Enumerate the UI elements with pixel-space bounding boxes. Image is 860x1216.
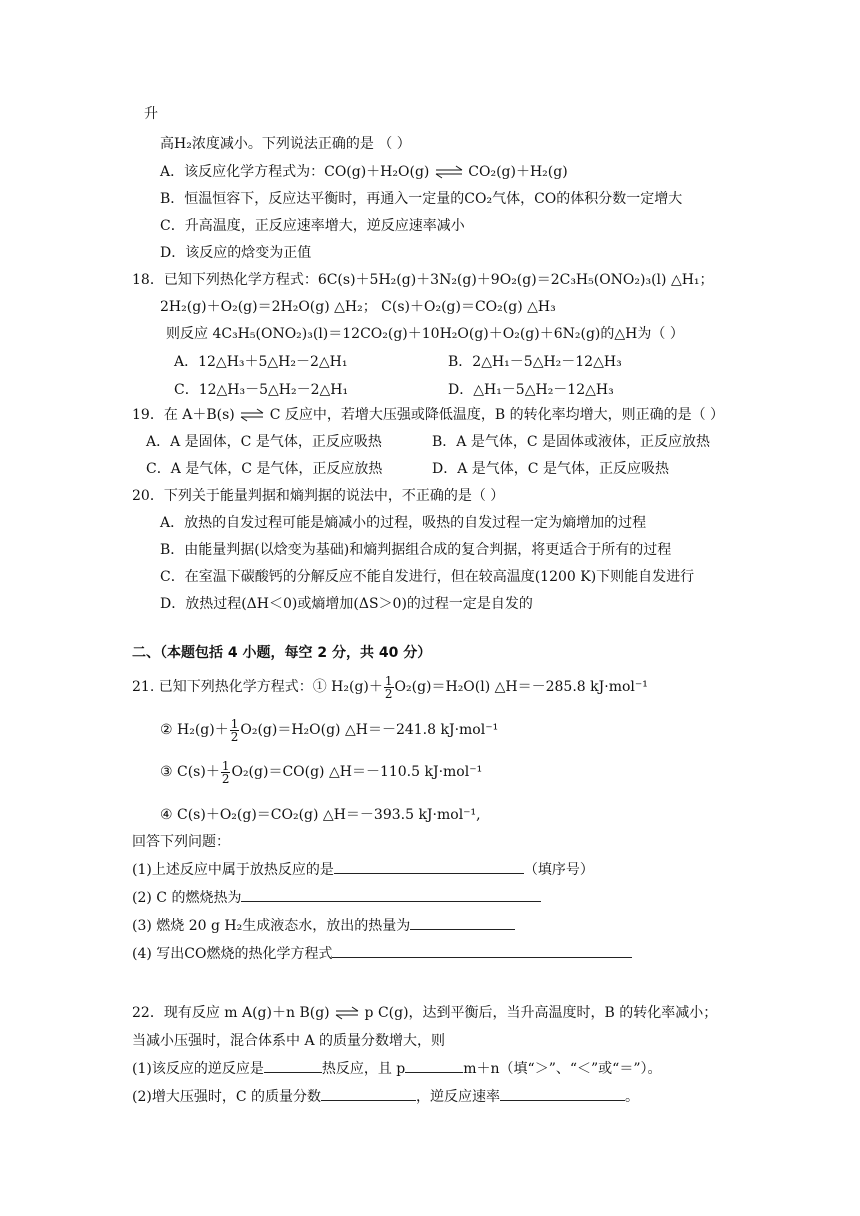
fraction-numerator: 1 — [221, 758, 230, 773]
q22-sub-2 — [132, 1086, 639, 1107]
q20-option-a: A．放热的自发过程可能是熵减小的过程，吸热的自发过程一定为熵增加的过程 — [160, 515, 647, 531]
q21-answer-prompt: 回答下列问题： — [132, 834, 230, 850]
q18-option-c: C．12△H₃－5△H₂－2△H₁ — [174, 382, 349, 398]
reversible-arrow-icon — [334, 1006, 360, 1020]
q19-option-b: B．A 是气体，C 是固体或液体，正反应放热 — [432, 434, 711, 450]
reversible-arrow-icon — [239, 408, 265, 422]
q21-sub-1-tail: （填序号） — [523, 862, 594, 878]
q21-eq3-pre: ③ C(s)＋ — [160, 764, 220, 780]
q19-option-c: C．A 是气体，C 是气体，正反应放热 — [146, 461, 383, 477]
q21-sub-4 — [132, 943, 632, 964]
q21-sub-4-text: (4) 写出CO燃烧的热化学方程式 — [132, 946, 333, 962]
section-heading: 二、（本题包括 4 小题，每空 2 分，共 40 分） — [132, 645, 432, 661]
q17-option-c: C．升高温度，正反应速率增大，逆反应速率减小 — [160, 218, 465, 234]
q21-equation-1 — [132, 672, 648, 702]
q21-sub-3 — [132, 915, 515, 936]
q21-sub-1-text: (1)上述反应中属于放热反应的是 — [132, 862, 334, 878]
fraction-half — [221, 760, 231, 785]
q20-option-d: D．放热过程(ΔH＜0)或熵增加(ΔS＞0)的过程一定是自发的 — [160, 596, 533, 612]
q21-sub-1 — [132, 859, 594, 880]
q19-stem — [132, 405, 724, 425]
q18-option-d: D．△H₁－5△H₂－12△H₃ — [448, 382, 614, 398]
q21-eq1-rest: O₂(g)＝H₂O(l) △H＝－285.8 kJ·mol⁻¹ — [394, 679, 648, 695]
answer-blank[interactable] — [241, 887, 541, 902]
answer-blank[interactable] — [410, 915, 515, 930]
q17-continuation-char: 升 — [144, 106, 158, 122]
q17-option-a-products: CO₂(g)＋H₂(g) — [468, 164, 568, 180]
q19-option-a: A．A 是固体，C 是气体，正反应吸热 — [146, 434, 382, 450]
reversible-arrow-icon — [434, 165, 464, 179]
q20-option-c: C．在室温下碳酸钙的分解反应不能自发进行，但在较高温度(1200 K)下则能自发进行 — [160, 569, 695, 585]
q18-equation-2: 2H₂(g)＋O₂(g)＝2H₂O(g) △H₂； C(s)＋O₂(g)＝CO₂(g) △H₃ — [160, 299, 556, 315]
q22-sub-1-text-b: 热反应，且 p — [321, 1061, 406, 1077]
answer-blank[interactable] — [334, 859, 524, 874]
q21-sub-2 — [132, 887, 541, 908]
q21-lead: 21. 已知下列热化学方程式：① H₂(g)＋ — [132, 679, 383, 695]
q17-option-d: D．该反应的焓变为正值 — [160, 245, 312, 261]
fraction-half — [230, 718, 240, 743]
q22-sub-1-text-c: m＋n（填“＞”、“＜”或“＝”）。 — [463, 1061, 662, 1077]
q19-option-d: D．A 是气体，C 是气体，正反应吸热 — [432, 461, 669, 477]
q21-sub-3-text: (3) 燃烧 20 g H₂生成液态水，放出的热量为 — [132, 918, 411, 934]
q21-equation-3 — [160, 757, 482, 787]
fraction-half — [384, 675, 394, 700]
q22-sub-2-text-b: ，逆反应速率 — [416, 1089, 500, 1105]
q21-equation-2 — [160, 715, 498, 745]
answer-blank[interactable] — [500, 1086, 625, 1101]
q18-stem: 18．已知下列热化学方程式：6C(s)＋5H₂(g)＋3N₂(g)＋9O₂(g)＝2C₃H₅(ONO₂)₃(l) △H₁； — [132, 272, 714, 288]
q21-eq3-rest: O₂(g)＝CO(g) △H＝－110.5 kJ·mol⁻¹ — [231, 764, 483, 780]
q22-stem-post: p C(g)，达到平衡后，当升高温度时，B 的转化率减小； — [364, 1005, 718, 1021]
q22-sub-1 — [132, 1058, 662, 1079]
q17-option-a — [160, 162, 568, 182]
q22-condition: 当减小压强时，混合体系中 A 的质量分数增大，则 — [132, 1033, 446, 1049]
q20-stem: 20．下列关于能量判据和熵判据的说法中，不正确的是（ ） — [132, 488, 505, 504]
q21-sub-2-text: (2) C 的燃烧热为 — [132, 890, 242, 906]
q22-sub-1-text-a: (1)该反应的逆反应是 — [132, 1061, 264, 1077]
fraction-denominator: 2 — [384, 686, 393, 701]
fraction-denominator: 2 — [221, 771, 230, 786]
q22-sub-2-text-a: (2)增大压强时，C 的质量分数 — [132, 1089, 321, 1105]
answer-blank[interactable] — [264, 1058, 322, 1073]
q17-option-b: B．恒温恒容下，反应达平衡时，再通入一定量的CO₂气体，CO的体积分数一定增大 — [160, 191, 683, 207]
q21-eq2-rest: O₂(g)＝H₂O(g) △H＝－241.8 kJ·mol⁻¹ — [240, 722, 499, 738]
q21-eq2-pre: ② H₂(g)＋ — [160, 722, 229, 738]
fraction-numerator: 1 — [384, 673, 393, 688]
answer-blank[interactable] — [332, 943, 632, 958]
q19-stem-pre: 19．在 A＋B(s) — [132, 407, 235, 423]
fraction-denominator: 2 — [230, 729, 239, 744]
answer-blank[interactable] — [321, 1086, 416, 1101]
q22-stem-pre: 22．现有反应 m A(g)＋n B(g) — [132, 1005, 330, 1021]
answer-blank[interactable] — [405, 1058, 463, 1073]
q17-stem: 高H₂浓度减小。下列说法正确的是 （ ） — [160, 136, 411, 152]
q17-option-a-text: A．该反应化学方程式为：CO(g)＋H₂O(g) — [160, 164, 430, 180]
q18-option-b: B．2△H₁－5△H₂－12△H₃ — [448, 354, 622, 370]
q18-target-reaction: 则反应 4C₃H₅(ONO₂)₃(l)＝12CO₂(g)＋10H₂O(g)＋O₂(g)＋6N₂(g)的△H为（ ） — [166, 326, 684, 342]
q20-option-b: B．由能量判据(以焓变为基础)和熵判据组合成的复合判据，将更适合于所有的过程 — [160, 542, 672, 558]
q21-equation-4: ④ C(s)＋O₂(g)＝CO₂(g) △H＝－393.5 kJ·mol⁻¹, — [160, 807, 481, 823]
q22-stem — [132, 1003, 717, 1023]
q22-sub-2-text-c: 。 — [625, 1089, 639, 1105]
fraction-numerator: 1 — [230, 716, 239, 731]
q18-option-a: A．12△H₃＋5△H₂－2△H₁ — [174, 354, 348, 370]
q19-stem-post: C 反应中，若增大压强或降低温度，B 的转化率均增大，则正确的是（ ） — [269, 407, 725, 423]
